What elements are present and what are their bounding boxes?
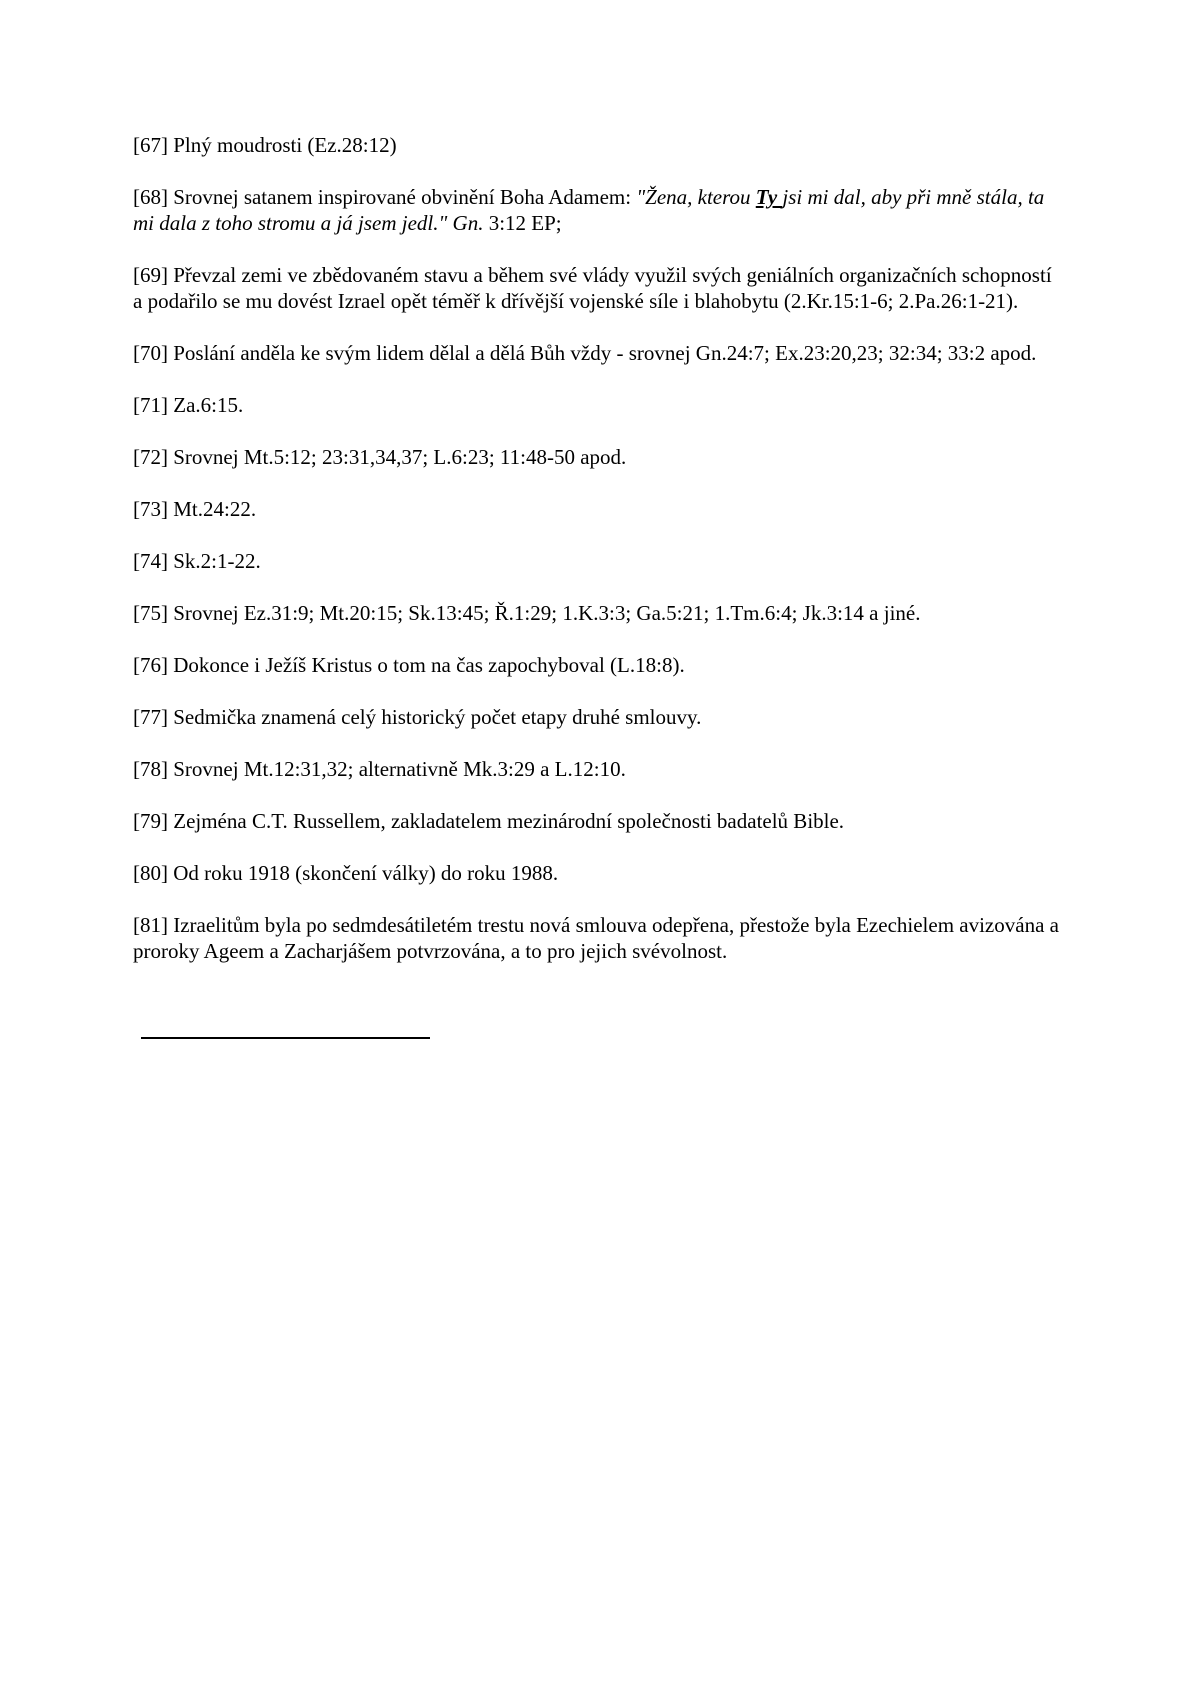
- footnote-text-segment: [77] Sedmička znamená celý historický počet etapy druhé smlouvy.: [133, 705, 702, 729]
- footnote-text-segment: [78] Srovnej Mt.12:31,32; alternativně Mk.3:29 a L.12:10.: [133, 757, 626, 781]
- footnote-69: [133, 262, 1063, 314]
- footnote-text-segment: Ty: [755, 185, 783, 209]
- footnote-81: [133, 912, 1063, 964]
- footnote-text-segment: [76] Dokonce i Ježíš Kristus o tom na čas zapochyboval (L.18:8).: [133, 653, 685, 677]
- footnote-text-segment: jsi mi dal, aby při mně stála, ta mi dala z toho stromu a já jsem jedl." Gn.: [133, 185, 1045, 235]
- footnote-72: [133, 444, 1063, 470]
- footnote-separator-line: [141, 1037, 430, 1039]
- footnote-78: [133, 756, 1063, 782]
- footnote-67: [133, 132, 1063, 158]
- footnotes-list: [133, 132, 1063, 964]
- footnote-text-segment: [69] Převzal zemi ve zbědovaném stavu a během své vlády využil svých geniálních organizačních schopností a podařilo se mu dovést Izrael opět téměř k dřívější vojenské síle i blahobytu (2.Kr.15:1-6; 2.Pa.26:1-21).: [133, 263, 1052, 313]
- footnote-text-segment: [70] Poslání anděla ke svým lidem dělal a dělá Bůh vždy - srovnej Gn.24:7; Ex.23:20,23; 32:34; 33:2 apod.: [133, 341, 1037, 365]
- footnote-71: [133, 392, 1063, 418]
- footnote-text-segment: [75] Srovnej Ez.31:9; Mt.20:15; Sk.13:45; Ř.1:29; 1.K.3:3; Ga.5:21; 1.Tm.6:4; Jk.3:14 a jiné.: [133, 601, 921, 625]
- footnote-77: [133, 704, 1063, 730]
- footnote-text-segment: [80] Od roku 1918 (skončení války) do roku 1988.: [133, 861, 559, 885]
- footnote-70: [133, 340, 1063, 366]
- footnote-text-segment: [81] Izraelitům byla po sedmdesátiletém trestu nová smlouva odepřena, přestože byla Ezechielem avizována a proroky Ageem a Zacharjášem potvrzována, a to pro jejich svévolnost.: [133, 913, 1059, 963]
- footnote-text-segment: [79] Zejména C.T. Russellem, zakladatelem mezinárodní společnosti badatelů Bible.: [133, 809, 845, 833]
- footnote-75: [133, 600, 1063, 626]
- footnote-text-segment: [71] Za.6:15.: [133, 393, 244, 417]
- footnote-text-segment: [73] Mt.24:22.: [133, 497, 257, 521]
- footnote-text-segment: [68] Srovnej satanem inspirované obvinění Boha Adamem:: [133, 185, 637, 209]
- footnote-68: [133, 184, 1063, 236]
- footnote-79: [133, 808, 1063, 834]
- footnote-73: [133, 496, 1063, 522]
- footnote-80: [133, 860, 1063, 886]
- footnote-text-segment: [74] Sk.2:1-22.: [133, 549, 261, 573]
- footnote-text-segment: "Žena, kterou: [636, 185, 756, 209]
- footnote-76: [133, 652, 1063, 678]
- footnote-text-segment: [67] Plný moudrosti (Ez.28:12): [133, 133, 397, 157]
- footnote-text-segment: 3:12 EP;: [483, 211, 562, 235]
- footnote-text-segment: [72] Srovnej Mt.5:12; 23:31,34,37; L.6:23; 11:48-50 apod.: [133, 445, 627, 469]
- footnote-74: [133, 548, 1063, 574]
- document-content: [133, 132, 1063, 1039]
